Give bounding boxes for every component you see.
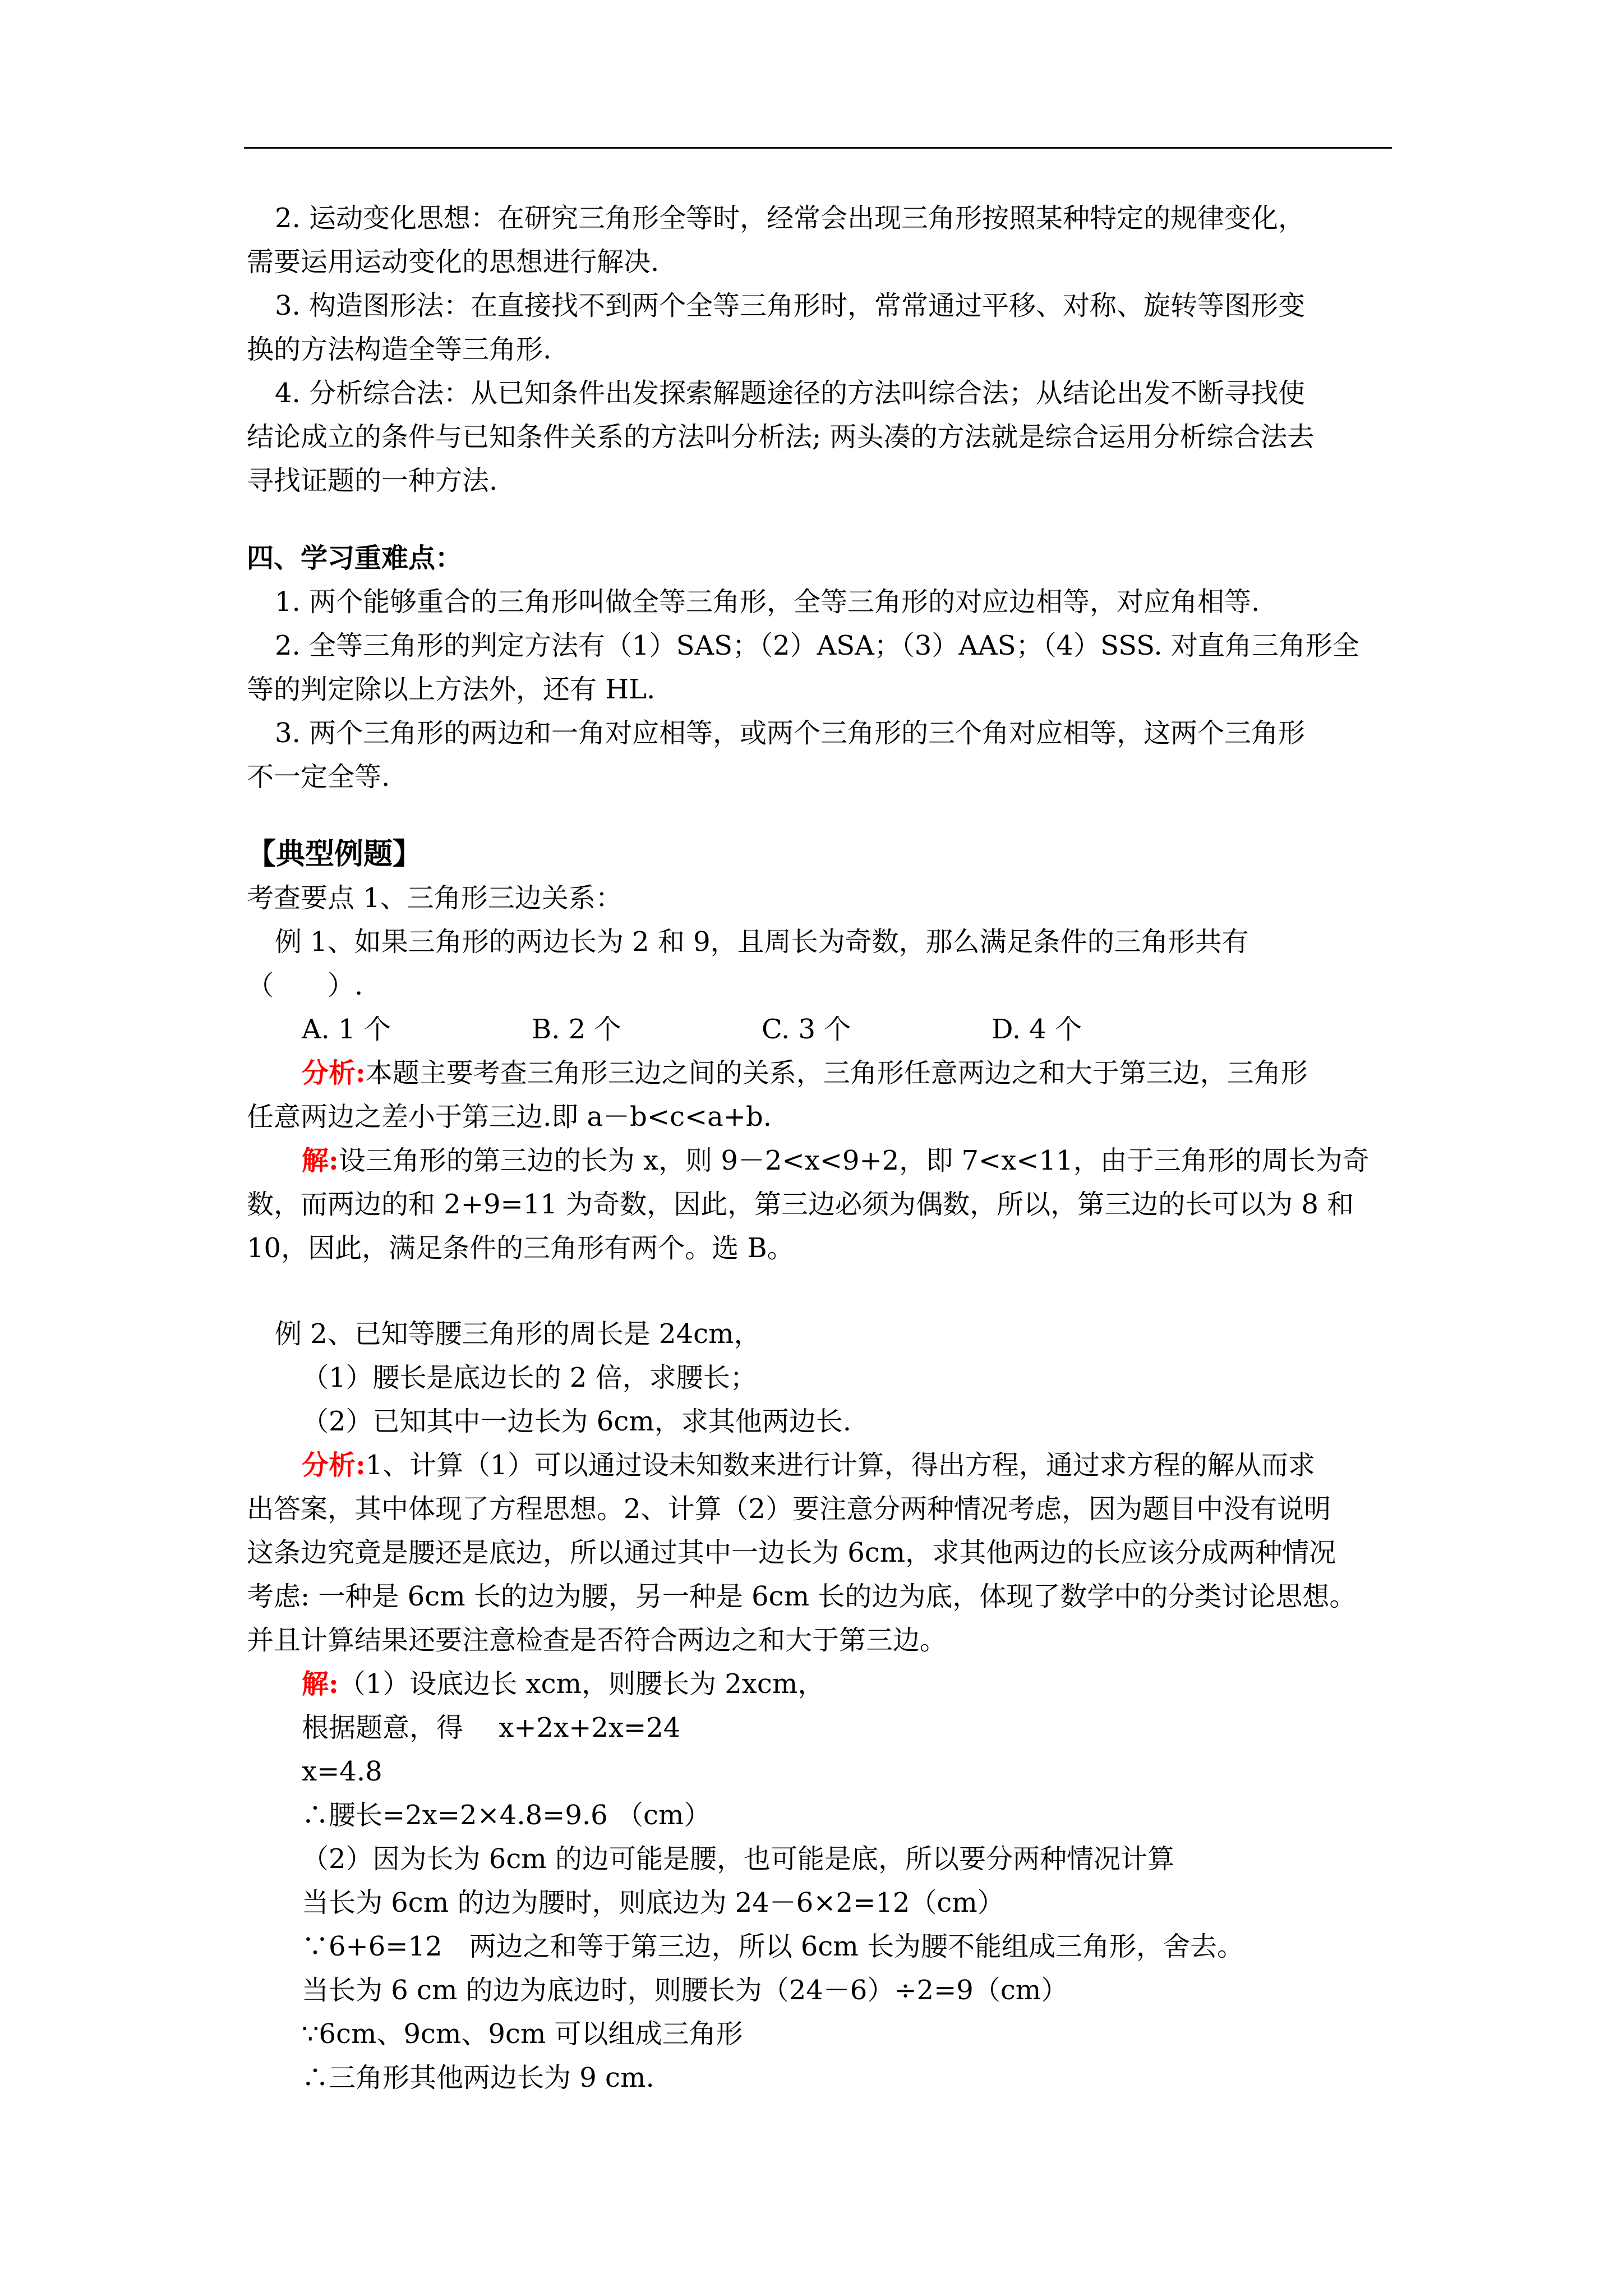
method-2-line-b: 需要运用运动变化的思想进行解决. <box>247 246 660 278</box>
analysis-label: 分析: <box>302 1450 366 1481</box>
example-2-solution-9: ∵6cm、9cm、9cm 可以组成三角形 <box>302 2018 743 2050</box>
analysis-text: 本题主要考查三角形三边之间的关系，三角形任意两边之和大于第三边，三角形 <box>365 1057 1308 1089</box>
key-point-3-line-b: 不一定全等. <box>247 761 390 793</box>
method-2-line-a: 2. 运动变化思想：在研究三角形全等时，经常会出现三角形按照某种特定的规律变化， <box>275 203 1306 234</box>
example-2-analysis-e: 并且计算结果还要注意检查是否符合两边之和大于第三边。 <box>247 1625 947 1656</box>
method-4-line-a: 4. 分析综合法：从已知条件出发探索解题途径的方法叫综合法；从结论出发不断寻找使 <box>275 378 1306 409</box>
example-2-question: 例 2、已知等腰三角形的周长是 24cm， <box>275 1318 761 1350</box>
example-2-solution-3: x=4.8 <box>302 1756 382 1787</box>
example-2-analysis-b: 出答案，其中体现了方程思想。2、计算（2）要注意分两种情况考虑，因为题目中没有说明 <box>247 1493 1331 1525</box>
example-2-solution-5: （2）因为长为 6cm 的边可能是腰，也可能是底，所以要分两种情况计算 <box>302 1843 1174 1875</box>
choice-d: D. 4 个 <box>992 1014 1082 1045</box>
method-3-line-b: 换的方法构造全等三角形. <box>247 334 552 365</box>
example-1-analysis-b: 任意两边之差小于第三边.即 a－b<c<a+b. <box>247 1101 772 1133</box>
method-4-line-c: 寻找证题的一种方法. <box>247 465 498 496</box>
example-2-analysis-c: 这条边究竟是腰还是底边，所以通过其中一边长为 6cm，求其他两边的长应该分成两种情况 <box>247 1537 1336 1568</box>
choice-b: B. 2 个 <box>532 1014 621 1045</box>
choice-a: A. 1 个 <box>302 1014 391 1045</box>
example-2-part-2: （2）已知其中一边长为 6cm，求其他两边长. <box>302 1406 851 1437</box>
header-rule <box>244 147 1392 149</box>
document-body <box>247 196 1402 2100</box>
solution-text: 设三角形的第三边的长为 x，则 9－2<x<9+2，即 7<x<11，由于三角形的周长为奇 <box>338 1145 1370 1176</box>
example-1-solution-c: 10，因此，满足条件的三角形有两个。选 B。 <box>247 1232 794 1264</box>
examples-heading: 【典型例题】 <box>247 837 422 871</box>
analysis-label: 分析: <box>302 1057 366 1089</box>
method-3-line-a: 3. 构造图形法：在直接找不到两个全等三角形时，常常通过平移、对称、旋转等图形变 <box>275 290 1306 321</box>
example-1-analysis-a <box>247 1051 1402 1095</box>
example-2-analysis-d: 考虑: 一种是 6cm 长的边为腰，另一种是 6cm 长的边为底，体现了数学中的分类讨论思想。 <box>247 1581 1357 1612</box>
example-2-analysis-a <box>247 1443 1402 1487</box>
example-1-choices <box>247 1007 1402 1051</box>
method-4-line-b: 结论成立的条件与已知条件关系的方法叫分析法; 两头凑的方法就是综合运用分析综合法去 <box>247 421 1315 453</box>
example-2-solution-2: 根据题意，得 x+2x+2x=24 <box>302 1712 681 1743</box>
example-1-solution-b: 数，而两边的和 2+9=11 为奇数，因此，第三边必须为偶数，所以，第三边的长可以为 8 和 <box>247 1189 1354 1220</box>
example-2-solution-8: 当长为 6 cm 的边为底边时，则腰长为（24－6）÷2=9（cm） <box>302 1975 1068 2006</box>
example-2-solution-1 <box>247 1662 1402 1706</box>
example-1-question-a: 例 1、如果三角形的两边长为 2 和 9，且周长为奇数，那么满足条件的三角形共有 <box>275 926 1249 958</box>
example-2-solution-7: ∵6+6=12 两边之和等于第三边，所以 6cm 长为腰不能组成三角形，舍去。 <box>302 1931 1244 1962</box>
key-point-1: 1. 两个能够重合的三角形叫做全等三角形，全等三角形的对应边相等，对应角相等. <box>275 586 1260 618</box>
example-1-question-b: （ ）. <box>247 970 363 1001</box>
solution-label: 解: <box>302 1668 339 1700</box>
key-point-2-line-b: 等的判定除以上方法外，还有 HL. <box>247 674 656 705</box>
example-1-solution-a <box>247 1139 1402 1182</box>
solution-text: （1）设底边长 xcm，则腰长为 2xcm， <box>338 1668 825 1700</box>
choice-c: C. 3 个 <box>762 1014 851 1045</box>
example-2-solution-10: ∴三角形其他两边长为 9 cm. <box>302 2062 654 2093</box>
example-2-solution-6: 当长为 6cm 的边为腰时，则底边为 24－6×2=12（cm） <box>302 1887 1004 1918</box>
example-2-part-1: （1）腰长是底边长的 2 倍，求腰长； <box>302 1362 757 1393</box>
key-point-2-line-a: 2. 全等三角形的判定方法有（1）SAS；（2）ASA；（3）AAS；（4）SSS. 对直角三角形全 <box>275 630 1359 661</box>
solution-label: 解: <box>302 1145 339 1176</box>
analysis-text: 1、计算（1）可以通过设未知数来进行计算，得出方程，通过求方程的解从而求 <box>365 1450 1315 1481</box>
example-2-solution-4: ∴腰长=2x=2×4.8=9.6 （cm） <box>302 1800 711 1831</box>
topic-1-heading: 考查要点 1、三角形三边关系： <box>247 882 623 914</box>
key-points-heading: 四、学习重难点： <box>247 542 463 574</box>
key-point-3-line-a: 3. 两个三角形的两边和一角对应相等，或两个三角形的三个角对应相等，这两个三角形 <box>275 717 1306 749</box>
